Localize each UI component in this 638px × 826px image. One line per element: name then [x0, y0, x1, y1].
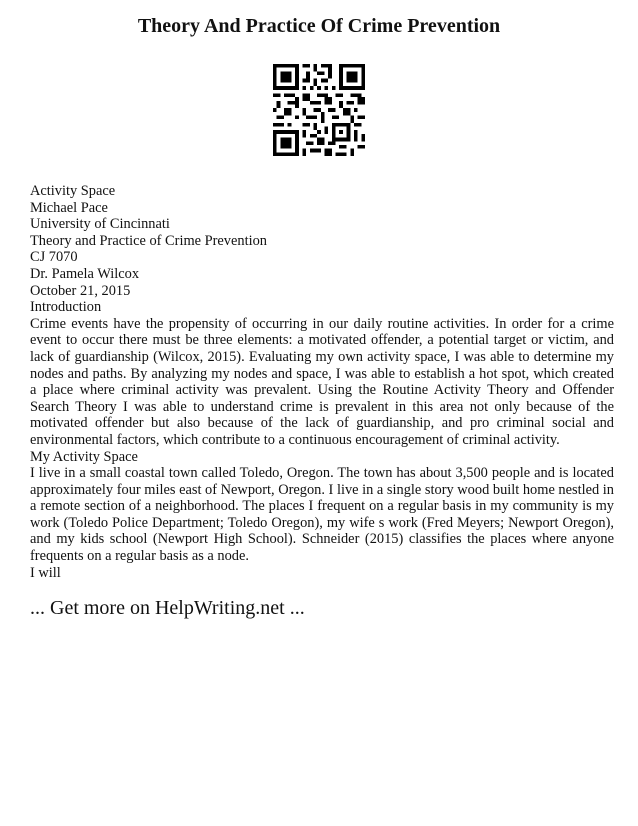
institution: University of Cincinnati — [30, 216, 170, 233]
essay-body — [30, 183, 614, 581]
activity-space-paragraph: I live in a small coastal town called Toledo, Oregon. The town has about 3,500 people and is located approximately four miles east of Newport, Oregon. I live in a single story wood built home nestled in a remote section of a neighborhood. The places I frequent on a regular basis in my community is my work (Toledo Police Department; Toledo Oregon), my wife s work (Fred Meyers; Newport Oregon), and my kids school (Newport High School). Schneider (2015) classifies the places where anyone frequents on a regular basis as a node. — [30, 465, 614, 565]
course-name: Theory and Practice of Crime Prevention — [30, 232, 267, 249]
activity-space-heading: My Activity Space — [30, 448, 138, 465]
introduction-heading: Introduction — [30, 299, 102, 316]
author-name: Michael Pace — [30, 199, 108, 216]
truncated-text: I will — [30, 564, 61, 581]
essay-date: October 21, 2015 — [30, 282, 131, 299]
course-code: CJ 7070 — [30, 249, 78, 266]
introduction-paragraph: Crime events have the propensity of occurring in our daily routine activities. In order for a crime event to occur there must be three elements: a motivated offender, a potential target or victim, and lack of guardianship (Wilcox, 2015). Evaluating my own activity space, I was able to determine my nodes and paths. By analyzing my nodes and space, I was able to establish a hot spot, which created a place where criminal activity was prevalent. Using the Routine Activity Theory and Offender Search Theory I was able to understand crime is prevalent in this area not only because of the motivated offender but also because of the lack of guardianship, and pro criminal social and environmental factors, which contribute to a continuous encouragement of criminal activity. — [30, 315, 614, 448]
get-more-link[interactable]: ... Get more on HelpWriting.net ... — [30, 597, 305, 619]
instructor-name: Dr. Pamela Wilcox — [30, 265, 140, 282]
essay-short-title: Activity Space — [30, 183, 116, 199]
document-title: Theory And Practice Of Crime Prevention — [137, 15, 501, 37]
qr-code-icon — [273, 64, 365, 156]
